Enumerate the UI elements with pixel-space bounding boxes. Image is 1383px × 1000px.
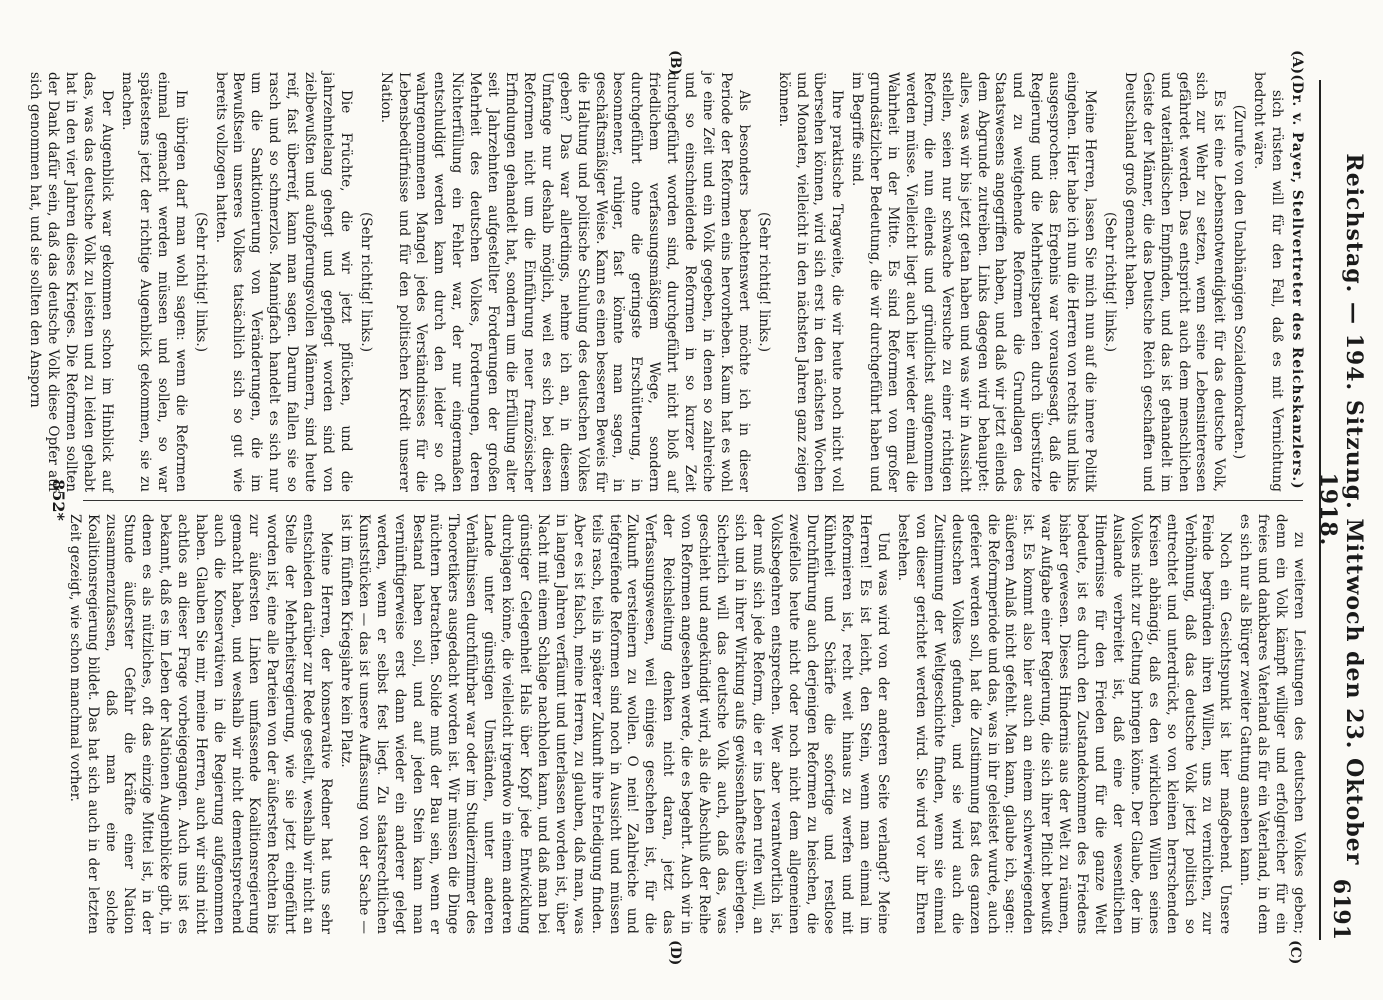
paragraph: Die Früchte, die wir jetzt pflücken, und die jahrzehntelang gehegt und gepflegt worden sind von zielbewußten und aufopferungsvollen Männern, sind heute reif, fast überreif, kann man sagen. Darum fallen sie so rasch und so schmerzlos. Mannigfach handelt es sich nur um die Sanktionierung von Veränderungen, die im Bewußtsein unseres Volkes tatsächlich sich so gut wie bereits vollzogen hatten. <box>212 72 354 492</box>
applause-note: (Sehr richtig! links.) <box>1101 211 1118 353</box>
speaker-heading: (Dr. v. Payer, Stellvertreter des Reichskanzlers.) <box>1289 74 1305 490</box>
paragraph: Im übrigen darf man wohl sagen: wenn die Reformen einmal gemacht werden müssen und sollen, so war spätestens jetzt der richtige Augenblick gekommen, sie zu machen. <box>119 72 189 492</box>
page-number: 6191 <box>1328 878 1354 940</box>
paragraph: Noch ein Gesichtspunkt ist hier maßgebend. Unsere Feinde begründen ihren Willen, uns zu vernichten, zur Verhöhnung, daß das deutsche Volk jetzt politisch so entrechtet und unterdrückt, so von kleinen herrschenden Kreisen abhängig, daß es den wirklichen Willen seines Volkes nicht zur Geltung bringen könne. Der Glaube, der im Auslande verbreitet ist, daß eine der wesentlichen Hindernisse für den Frieden und für die ganze Welt bedeute, ist es durch den Zustandekommen des Friedens bisher gewesen. Dieses Hindernis aus der Welt zu räumen, war Aufgabe einer Regierung, die sich ihrer Pflicht bewußt ist. Es kommt also hier auch an einem schwerwiegenden äußeren Anlaß nicht gefehlt. Man kann, glaube ich, sagen: die Reformperiode und das, was in ihr geleistet wurde, auch gefeiert werden soll, hat die Zustimmung fast des ganzen deutschen Volkes gefunden, und sie wird auch die Zustimmung der Weltgeschichte finden, wenn sie einmal von dieser gerichtet werden wird. Sie wird vor ihr Ehren bestehen. <box>895 514 1234 934</box>
text-column-right <box>67 514 1307 934</box>
margin-letter-b: (B) <box>667 50 683 76</box>
paragraph: Meine Herren, der konservative Redner hat uns sehr entschieden darüber zur Rede gestellt, weshalb wir nicht an Stelle der Mehrheitsregierung, wie sie jetzt eingeführt worden ist, eine alle Parteien von der äußersten Rechten bis zur äußersten Linken umfassende Koalitionsregierung gemacht haben, und weshalb wir nicht dementsprechend auch die Konservativen in die Regierung aufgenommen haben. Glauben Sie mir, meine Herren, auch wir sind nicht achtlos an dieser Frage vorbeigegangen. Auch uns ist es bekannt, daß es im Leben der Nationen Augenblicke gibt, in denen es als nützliches, oft das einzige Mittel ist, in der Stunde äußerster Gefahr die Kräfte einer Nation zusammenzufassen, daß man eine solche Koalitionsregierung bildet. Das hat sich auch in der letzten Zeit gezeigt, wie schon manchmal vorher. <box>67 514 335 934</box>
paragraph: sich rüsten will für den Fall, daß es mit Vernichtung bedroht wäre. <box>1251 72 1286 492</box>
paragraph: Meine Herren, lassen Sie mich nun auf die innere Politik eingehen. Hier habe ich nun die Herren von rechts und links ausgesprochen: das Ergebnis war vorausgesagt, daß die Regierung und die Mehrheitsparteien durch überstürzte und zu weitgehende Reformen die Grundlagen des Staatswesens angegriffen haben, und daß wir jetzt eilends dem Abgrunde zutreiben. Links dagegen wird behauptet: alles, was wir bis jetzt getan haben und was wir in Aussicht stellen, seien nur schwache Versuche zu einer richtigen Reform, die nun eilends und gründlichst aufgenommen werden müsse. Vielleicht liegt auch hier wieder einmal die Wahrheit in der Mitte. Es sind Reformen von großer grundsätzlicher Bedeutung, die wir durchgeführt haben und im Begriffe sind. <box>849 72 1099 492</box>
footer-page-number: 852* <box>49 479 68 521</box>
page-title: Reichstag. — 194. Sitzung. Mittwoch den 23. Oktober 1918. <box>1315 153 1367 866</box>
paragraph: Und was wird von der anderen Seite verlangt? Meine Herren! Es ist leicht, den Stein, wenn man einmal im Reformieren ist, recht weit hinaus zu werfen und mit Kühnheit und Schärfe die sofortige und restlose Durchführung auch derjenigen Reformen zu heischen, die zweifellos heute nicht oder noch nicht dem allgemeinen Volksbegehren entsprechen. Wer aber verantwortlich ist, der muß sich jede Reform, die er ins Leben rufen will, an sich und in ihrer Wirkung aufs gewissenhafteste überlegen. Sicherlich will das deutsche Volk auch, daß das, was geschieht und angekündigt wird, als die Abschluß der Reihe von Reformen angesehen werde, die es begehrt. Auch wir in der Reichsleitung denken nicht daran, jetzt das Verfassungswesen, weil einiges geschehen ist, für die Zukunft versteinern zu wollen. O nein! Zahlreiche und tiefgreifende Reformen sind noch in Aussicht und müssen teils rasch, teils in späterer Zukunft ihre Erledigung finden. Aber es ist falsch, meine Herren, zu glauben, daß man, was in langen Jahren verfäumt und unterlassen worden ist, über Nacht mit einem Schlage nachholen kann, und daß man bei günstiger Gelegenheit Hals über Kopf jede Entwicklung durchjagen könne, die vielleicht irgendwo in einem anderen Lande unter günstigen Umständen, unter anderen Verhältnissen durchführbar war oder im Studierzimmer des Theoretikers ausgedacht worden ist. Wir müssen die Dinge nüchtern betrachten. Solide muß der Bau sein, wenn er Bestand haben soll, und auf jeden Stein kann man vernünftigerweise erst dann wieder ein anderer gelegt werden, wenn er selbst fest liegt. Zu staatsrechtlichen Kunststücken — das ist unsere Auffassung von der Sache — ist im fünften Kriegsjahre kein Platz. <box>337 514 892 934</box>
applause-note: (Sehr richtig! links.) <box>357 211 374 353</box>
paragraph: Der Augenblick war gekommen schon im Hinblick auf das, was das deutsche Volk zu leisten und zu leiden gehabt hat in den vier Jahren dieses Krieges. Die Reformen sollten der Dank dafür sein, daß das deutsche Volk diese Opfer auf sich genommen hat, und sie sollten den Ansporn <box>27 72 116 492</box>
paragraph: Ihre praktische Tragweite, die wir heute noch nicht voll übersehen können, wird sich erst in den nächsten Wochen und Monaten, vielleicht in den nächsten Jahren ganz zeigen können. <box>775 72 846 492</box>
paragraph: zu weiteren Leistungen des deutschen Volkes geben; denn ein Volk kämpft williger und erfolgreicher für ein freies und dankbares Vaterland als für ein Vaterland, in dem es sich nur als Bürger zweiter Gattung ansehen kann. <box>1237 514 1307 934</box>
applause-note: (Zurufe von den Unabhängigen Sozialdemokraten.) <box>1231 104 1248 460</box>
margin-letter-d: (D) <box>667 940 683 966</box>
applause-note: (Sehr richtig! links.) <box>192 211 209 353</box>
paragraph: Als besonders beachtenswert möchte ich in dieser Periode der Reformen eins hervorheben. Kaum hat es wohl je eine Zeit und ein Volk gegeben, in denen so zahlreiche und so einschneidende Reformen in so kurzer Zeit durchgeführt worden sind, durchgeführt nicht bloß auf friedlichem verfassungsmäßigem Wege, sondern durchgeführt ohne die geringste Erschütterung, in besonnener, ruhiger, fast könnte man sagen, in geschäftsmäßiger Weise. Kann es einen besseren Beweis für die Haltung und politische Schulung des deutschen Volkes geben? Das war allerdings, nehme ich an, in diesem Umfange nur deshalb möglich, weil es sich bei diesen Reformen nicht um die Einführung neuer französischer Erfindungen gehandelt hat, sondern um die Erfüllung alter seit Jahrzehnten aufgestellter Forderungen der großen Mehrheit des deutschen Volkes, Forderungen, deren Nichterfüllung ein Fehler war, der nur eingermaßen entschuldigt werden kann durch den leider so oft wahrgenommenen Mangel jedes Verständnisses für die Lebensbedürfnisse und für den politischen Kredit unserer Nation. <box>377 72 752 492</box>
applause-note: (Sehr richtig! links.) <box>755 211 772 353</box>
margin-letter-a: (A) <box>1289 50 1305 75</box>
paragraph: Es ist eine Lebensnotwendigkeit für das deutsche Volk, sich zur Wehr zu setzen, wenn seine Lebensinteressen gefährdet werden. Das entspricht auch dem menschlichen und vaterländischen Empfinden, und das ist gehandelt im Geiste der Männer, die das Deutsche Reich geschaffen und Deutschland groß gemacht haben. <box>1121 72 1228 492</box>
text-column-left <box>27 72 1307 492</box>
margin-letter-c: (C) <box>1287 940 1303 965</box>
column-divider <box>83 500 1303 501</box>
page-header <box>1315 80 1367 940</box>
